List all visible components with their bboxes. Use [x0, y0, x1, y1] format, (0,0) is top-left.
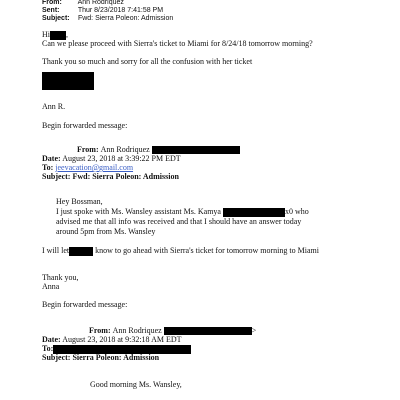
fwd1-name: Anna: [42, 282, 60, 291]
fwd1-para1-line2: advised me that all info was received and that I should have an answer today: [56, 217, 302, 226]
fwd1-from-value: Ann Rodriquez: [100, 145, 150, 154]
redacted-signature-block: [42, 72, 94, 90]
fwd2-from-tail: >: [251, 326, 257, 335]
fwd2-from-value: Ann Rodriquez: [112, 326, 162, 335]
fwd1-subject-label: Subject:: [42, 172, 71, 181]
fwd1-date-value: August 23, 2018 at 3:39:22 PM EDT: [62, 154, 181, 163]
header-subject-row: [42, 14, 173, 23]
fwd1-thanks: Thank you,: [42, 273, 79, 282]
forward-note-1: Begin forwarded message:: [42, 121, 128, 130]
fwd1-subject-value: Fwd: Sierra Poleon: Admission: [72, 172, 179, 181]
fwd1-para1-text-a: I just spoke with Ms. Wansley assistant Ms. Kamya: [56, 207, 221, 216]
forward-note-2: Begin forwarded message:: [42, 300, 128, 309]
fwd1-from-label: From:: [77, 145, 99, 154]
fwd1-para2-line: [42, 246, 319, 256]
fwd1-para1-text-b: x0 who: [284, 207, 309, 216]
header-sent-label: Sent:: [42, 7, 60, 14]
body-line-1: Can we please proceed with Sierra's ticket to Miami for 8/24/18 tomorrow morning?: [42, 39, 313, 48]
fwd2-date-value: August 23, 2018 at 9:32:18 AM EDT: [62, 335, 182, 344]
fwd1-para2-text-a: I will let: [42, 246, 70, 255]
greeting-comma: ,: [66, 30, 68, 39]
fwd1-para1-line1: [56, 207, 309, 217]
fwd1-subject-row: [42, 172, 179, 182]
fwd2-to-label: To:: [42, 344, 54, 353]
redaction-block: [69, 247, 93, 256]
fwd2-salutation: Good morning Ms. Wansley,: [90, 380, 182, 389]
fwd2-subject-label: Subject:: [42, 353, 71, 362]
header-sent-value: Thur 8/23/2018 7:41:58 PM: [77, 7, 164, 14]
fwd2-subject-value: Sierra Poleon: Admission: [72, 353, 160, 362]
fwd2-from-label: From:: [89, 326, 111, 335]
redaction-block: [152, 146, 240, 154]
fwd2-subject-row: [42, 353, 159, 363]
header-subject-value: Fwd: Sierra Poleon: Admission: [77, 15, 174, 22]
greeting-text: Hi: [42, 30, 50, 39]
fwd2-date-label: Date:: [42, 335, 61, 344]
fwd1-to-label: To:: [42, 163, 54, 172]
fwd1-para2-text-b: know to go ahead with Sierra's ticket for tomorrow morning to Miami: [95, 246, 319, 255]
redaction-block: [164, 327, 252, 335]
fwd1-to-email-link[interactable]: jeevacation@gmail.com: [55, 163, 134, 172]
body-line-2: Thank you so much and sorry for all the confusion with her ticket: [42, 57, 253, 66]
signoff: Ann R.: [42, 102, 66, 111]
fwd1-date-label: Date:: [42, 154, 61, 163]
header-from-value: Ann Rodriquez: [77, 0, 124, 6]
header-subject-label: Subject:: [42, 15, 70, 22]
redaction-block: [223, 208, 285, 217]
fwd1-para1-line3: around 5pm from Ms. Wansley: [56, 227, 156, 236]
fwd1-salutation: Hey Bossman,: [56, 197, 103, 206]
header-from-label: From:: [42, 0, 62, 6]
